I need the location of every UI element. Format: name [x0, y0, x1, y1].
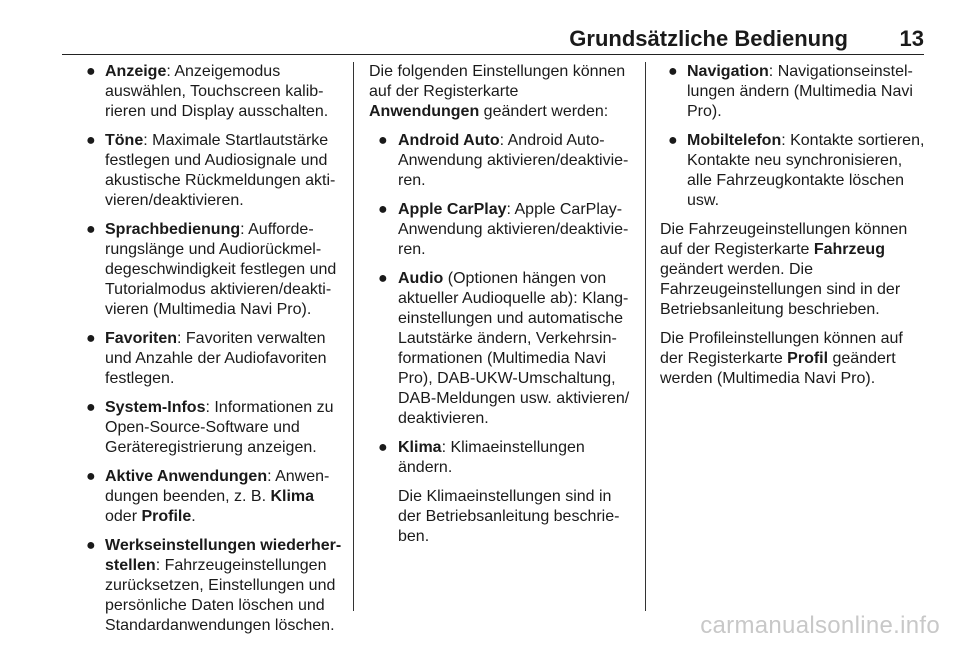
list-item: ● Aktive Anwendungen: Anwendungen beenden, z. B. Klima oder Profile.	[86, 468, 330, 525]
paragraph: Die folgenden Einstellungen können auf der Registerkarte Anwendungen geändert werden:	[369, 63, 626, 120]
bullet-icon: ●	[378, 201, 388, 218]
bullet-icon: ●	[86, 399, 96, 416]
list-item: ● Audio (Optionen hängen von aktueller Audioquelle ab): Klangeinstellungen und automatische Lautstärke ändern, Verkehrsinformationen (Multimedia Navi Pro), DAB-UKW-Umschaltung, DAB-Meldungen usw. aktivieren/ deaktivieren.	[378, 270, 630, 427]
list-item: ● Favoriten: Favoriten verwalten und Anzahle der Audiofavoriten festlegen.	[86, 330, 327, 387]
paragraph: Die Klimaeinstellungen sind in der Betriebsanleitung beschrieben.	[398, 488, 620, 545]
list-item: ● Navigation: Navigationseinstellungen ändern (Multimedia Navi Pro).	[668, 63, 913, 120]
list-item: ● Apple CarPlay: Apple CarPlay-Anwendung aktivieren/deaktivieren.	[378, 201, 629, 258]
column-1	[78, 62, 348, 645]
bullet-icon: ●	[86, 63, 96, 80]
column-divider-right	[645, 62, 646, 611]
page-header	[62, 24, 924, 55]
list-item: ● Mobiltelefon: Kontakte sortieren, Kontakte neu synchronisieren, alle Fahrzeugkontakte löschen usw.	[668, 132, 925, 209]
list-item: ● Töne: Maximale Startlautstärke festlegen und Audiosignale und akustische Rückmeldungen aktivieren/deaktivieren.	[86, 132, 336, 209]
paragraph: Die Fahrzeugeinstellungen können auf der Registerkarte Fahrzeug geändert werden. Die Fahrzeugeinstellungen sind in der Betriebsanleitung beschrieben.	[660, 221, 908, 318]
bullet-icon: ●	[668, 132, 678, 149]
paragraph: Die Profileinstellungen können auf der Registerkarte Profil geändert werden (Multimedia Navi Pro).	[660, 330, 903, 387]
column-2	[369, 62, 631, 556]
bullet-icon: ●	[86, 468, 96, 485]
list-item: ● Android Auto: Android Auto-Anwendung aktivieren/deaktivieren.	[378, 132, 629, 189]
bullet-icon: ●	[378, 132, 388, 149]
list-item: ● Klima: Klimaeinstellungen ändern.	[378, 439, 585, 476]
list-item: ● Anzeige: Anzeigemodus auswählen, Touchscreen kalibrieren und Display ausschalten.	[86, 63, 329, 120]
bullet-icon: ●	[668, 63, 678, 80]
list-item: ● System-Infos: Informationen zu Open-Source-Software und Geräteregistrierung anzeigen.	[86, 399, 334, 456]
bullet-icon: ●	[86, 330, 96, 347]
bullet-icon: ●	[86, 537, 96, 554]
bullet-icon: ●	[378, 270, 388, 287]
page-number: 13	[899, 26, 924, 51]
bullet-icon: ●	[86, 221, 96, 238]
column-3	[660, 62, 925, 398]
page-title: Grundsätzliche Bedienung	[569, 26, 848, 51]
list-item: ● Werkseinstellungen wiederherstellen: Fahrzeugeinstellungen zurücksetzen, Einstellungen und persönliche Daten löschen und Standardanwendungen löschen.	[86, 537, 342, 634]
column-divider-left	[353, 62, 354, 611]
watermark: carmanualsonline.info	[700, 612, 940, 639]
bullet-icon: ●	[378, 439, 388, 456]
bullet-icon: ●	[86, 132, 96, 149]
list-item: ● Sprachbedienung: Aufforderungslänge und Audiorückmeldegeschwindigkeit festlegen und Tutorialmodus aktivieren/deaktivieren (Multimedia Navi Pro).	[86, 221, 337, 318]
